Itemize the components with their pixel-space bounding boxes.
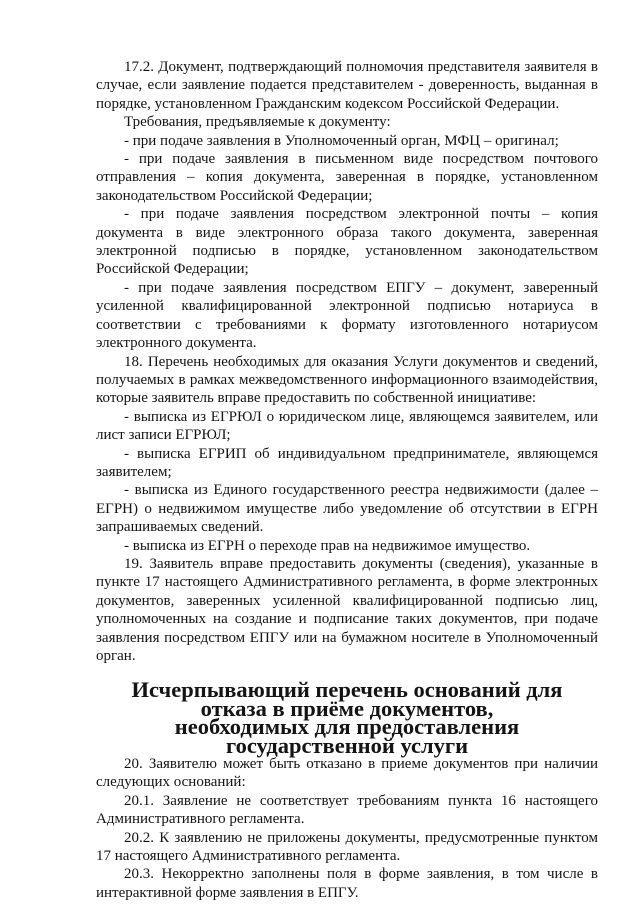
paragraph-17-2: 17.2. Документ, подтверждающий полномочия представителя заявителя в случае, если заявление подается представителем - доверенность, выданная в порядке, установленном Гражданским кодексом Российской Федерации.	[96, 59, 598, 112]
list-item-egrn: - выписка из Единого государственного реестра недвижимости (далее – ЕГРН) о недвижимом имуществе либо уведомление об отсутствии в ЕГРН запрашиваемых сведений.	[96, 482, 598, 536]
list-item-original: - при подаче заявления в Уполномоченный орган, МФЦ – оригинал;	[124, 132, 559, 149]
paragraph-20-3: 20.3. Некорректно заполнены поля в форме заявления, в том числе в интерактивной форме заявления в ЕПГУ.	[96, 866, 598, 901]
list-item-egrn-transfer: - выписка из ЕГРН о переходе прав на недвижимое имущество.	[124, 537, 531, 554]
section-heading	[96, 677, 598, 758]
section-heading-line-2: необходимых для предоставления государственной услуги	[174, 714, 520, 758]
paragraph-20: 20. Заявителю может быть отказано в приеме документов при наличии следующих оснований:	[96, 756, 598, 791]
document-page	[96, 58, 598, 902]
paragraph-requirements-intro: Требования, предъявляемые к документу:	[124, 114, 391, 131]
section-heading-line-1: Исчерпывающий перечень оснований для отказа в приёме документов,	[131, 677, 563, 721]
list-item-postal: - при подаче заявления в письменном виде посредством почтового отправления – копия документа, заверенная в порядке, установленном законодательством Российской Федерации;	[96, 151, 598, 204]
paragraph-19: 19. Заявитель вправе предоставить документы (сведения), указанные в пункте 17 настоящего Административного регламента, в форме электронных документов, заверенных усиленной квалифицированной подписью лиц, уполномоченных на создание и подписание таких документов, при подаче заявления посредством ЕПГУ или на бумажном носителе в Уполномоченный орган.	[96, 555, 598, 664]
paragraph-18: 18. Перечень необходимых для оказания Услуги документов и сведений, получаемых в рамках межведомственного информационного взаимодействия, которые заявитель вправе предоставить по собственной инициативе:	[96, 353, 598, 407]
list-item-egrip: - выписка ЕГРИП об индивидуальном предпринимателе, являющемся заявителем;	[96, 445, 598, 480]
paragraph-20-1: 20.1. Заявление не соответствует требованиям пункта 16 настоящего Административного регламента.	[96, 792, 598, 828]
list-item-email: - при подаче заявления посредством электронной почты – копия документа в виде электронного образа такого документа, заверенная электронной подписью в порядке, установленном законодательством Российской Федерации;	[96, 206, 598, 278]
list-item-epgu: - при подаче заявления посредством ЕПГУ – документ, заверенный усиленной квалифицированной электронной подписью нотариуса в соответствии с требованиями к формату изготовленного нотариусом электронного документа.	[96, 279, 598, 352]
list-item-egrul: - выписка из ЕГРЮЛ о юридическом лице, являющемся заявителем, или лист записи ЕГРЮЛ;	[96, 408, 598, 444]
paragraph-20-2: 20.2. К заявлению не приложены документы, предусмотренные пунктом 17 настоящего Административного регламента.	[96, 829, 598, 865]
